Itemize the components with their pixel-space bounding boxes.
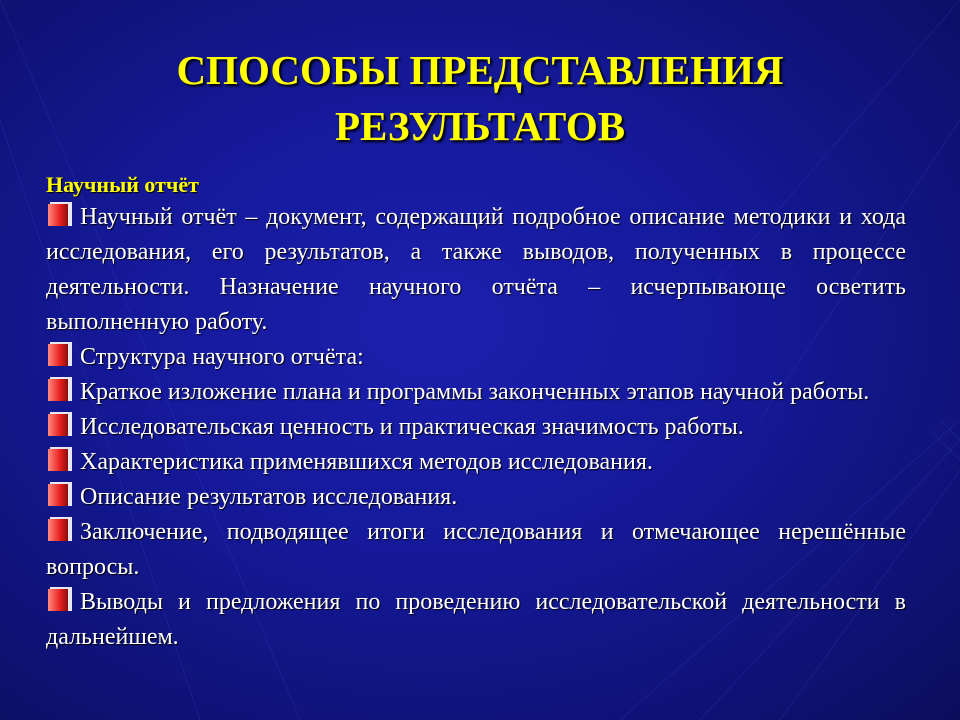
red-square-bullet-icon [46, 517, 74, 543]
bullet-item [46, 375, 906, 410]
bullet-item-text: Научный отчёт – документ, содержащий подробное описание методики и хода исследования, его результатов, а также выводов, полученных в процессе деятельности. Назначение научного отчёта – исчерпывающе осветить выполненную работу. [46, 204, 906, 335]
red-square-bullet-icon [46, 377, 74, 403]
bullet-item-text: Краткое изложение плана и программы законченных этапов научной работы. [80, 379, 870, 405]
bullet-item-text: Структура научного отчёта: [80, 344, 364, 370]
bullet-item [46, 200, 906, 340]
red-square-bullet-icon [46, 587, 74, 613]
bullet-item [46, 445, 906, 480]
bullet-item [46, 340, 906, 375]
bullet-item-text: Описание результатов исследования. [80, 484, 458, 510]
slide-title-line-2: РЕЗУЛЬТАТОВ [334, 103, 626, 149]
bullet-list [46, 200, 906, 655]
slide-content [46, 170, 906, 655]
bullet-item-text: Характеристика применявшихся методов исследования. [80, 449, 653, 475]
bullet-item [46, 515, 906, 585]
red-square-bullet-icon [46, 342, 74, 368]
slide-title [40, 42, 920, 154]
red-square-bullet-icon [46, 447, 74, 473]
red-square-bullet-icon [46, 202, 74, 228]
section-title: Научный отчёт [46, 172, 199, 197]
bullet-item-text: Выводы и предложения по проведению исследовательской деятельности в дальнейшем. [46, 589, 906, 650]
bullet-item-text: Исследовательская ценность и практическая значимость работы. [80, 414, 744, 440]
bullet-item-text: Заключение, подводящее итоги исследования и отмечающее нерешённые вопросы. [46, 519, 906, 580]
slide-title-line-1: СПОСОБЫ ПРЕДСТАВЛЕНИЯ [176, 47, 784, 93]
bullet-item [46, 480, 906, 515]
bullet-item [46, 410, 906, 445]
red-square-bullet-icon [46, 482, 74, 508]
red-square-bullet-icon [46, 412, 74, 438]
bullet-item [46, 585, 906, 655]
